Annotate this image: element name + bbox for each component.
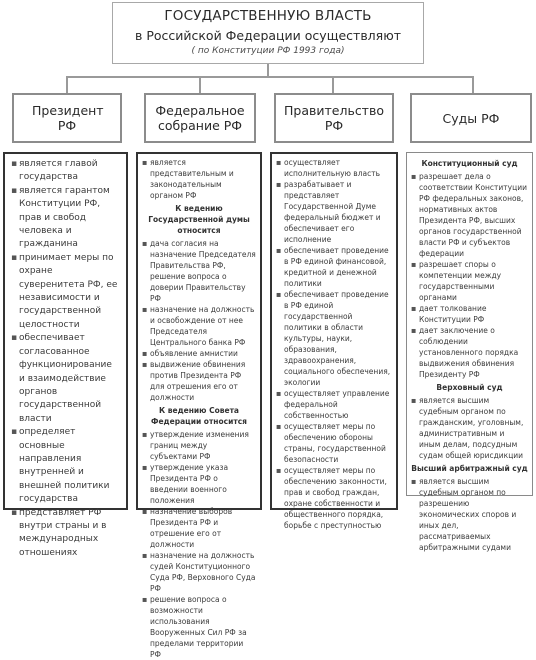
list-item: ▪ утверждение указа Президента РФ о введении военного положения xyxy=(142,462,256,506)
list-item: ▪ дает толкование Конституции РФ xyxy=(411,303,528,325)
list-item: ▪ выдвижение обвинения против Президента РФ для отрешения его от должности xyxy=(142,359,256,403)
title-box xyxy=(112,2,424,64)
branch-government xyxy=(274,93,394,143)
title-line-1: ГОСУДАРСТВЕННУЮ ВЛАСТЬ xyxy=(164,8,372,24)
branch-government-label: Правительство РФ xyxy=(284,103,384,133)
list-item: ▪ определяет основные направления внутренней и внешней политики государства xyxy=(11,426,120,506)
list-item: ▪ осуществляет исполнительную власть xyxy=(276,157,392,179)
connector-horizontal xyxy=(66,76,473,78)
federal-assembly-powers-list xyxy=(136,152,262,659)
title-line-3: ( по Конституции РФ 1993 года) xyxy=(191,46,345,56)
branch-federal-assembly-label: Федеральное собрание РФ xyxy=(155,103,245,133)
connector-main-vertical xyxy=(267,64,269,76)
list-item: ▪ назначение на должность судей Конституционного Суда РФ, Верховного Суда РФ xyxy=(142,550,256,594)
branch-president-label: Президент РФ xyxy=(32,103,104,133)
list-item: ▪ обеспечивает проведение в РФ единой финансовой, кредитной и денежной политики xyxy=(276,245,392,289)
connector-courts xyxy=(472,76,474,93)
list-item: ▪ объявление амнистии xyxy=(142,348,256,359)
connector-assembly xyxy=(199,76,201,93)
list-item: ▪ обеспечивает проведение в РФ единой государственной политики в области культуры, науки, образования, здравоохранения, социального обеспечения, экологии xyxy=(276,289,392,388)
list-item: ▪ дает заключение о соблюдении установленного порядка выдвижения обвинения Президенту РФ xyxy=(411,325,528,380)
federation-council-heading: К ведению Совета Федерации относится xyxy=(151,406,247,426)
supreme-court-heading: Верховный суд xyxy=(436,383,503,392)
list-item: ▪ принимает меры по охране суверенитета РФ, ее независимости и государственной целостности xyxy=(11,252,120,332)
list-item: ▪ осуществляет управление федеральной собственностью xyxy=(276,388,392,421)
list-item: ▪ обеспечивает согласованное функционирование и взаимодействие органов государственной власти xyxy=(11,332,120,426)
list-item: ▪ назначение выборов Президента РФ и отрешение его от должности xyxy=(142,506,256,550)
list-item: ▪ представляет РФ внутри страны и в международных отношениях xyxy=(11,507,120,561)
list-item: ▪ назначение на должность и освобождение от нее Председателя Центрального банка РФ xyxy=(142,304,256,348)
list-item: ▪ решение вопроса о возможности использования Вооруженных Сил РФ за пределами территории РФ xyxy=(142,594,256,660)
branch-federal-assembly xyxy=(144,93,256,143)
title-line-2: в Российской Федерации осуществляют xyxy=(134,28,401,43)
list-item: ▪ осуществляет меры по обеспечению законности, прав и свобод граждан, охране собственности и общественного порядка, борьбе с преступностью xyxy=(276,465,392,531)
branch-courts-label: Суды РФ xyxy=(442,110,500,126)
list-item: ▪ разрешает споры о компетенции между государственными органами xyxy=(411,259,528,303)
connector-government xyxy=(332,76,334,93)
connector-president xyxy=(66,76,68,93)
list-item: ▪ разрешает дела о соответствии Конституции РФ федеральных законов, нормативных актов Президента РФ, высших органов государственной власти РФ и субъектов федерации xyxy=(411,171,528,259)
branch-courts xyxy=(410,93,532,143)
state-duma-heading: К ведению Государственной думы относится xyxy=(148,204,250,235)
list-item: ▪ является высшим судебным органом по разрешению экономических споров и иных дел, рассматриваемых арбитражными судами xyxy=(411,476,528,553)
list-item: ▪ является главой государства xyxy=(11,158,120,185)
list-item: ▪ разрабатывает и представляет Государственной Думе федеральный бюджет и обеспечивает его исполнение xyxy=(276,179,392,245)
list-item: ▪ осуществляет меры по обеспечению обороны страны, государственной безопасности xyxy=(276,421,392,465)
list-item: ▪ является гарантом Конституции РФ, прав и свобод человека и гражданина xyxy=(11,185,120,252)
constitutional-court-heading: Конституционный суд xyxy=(421,159,518,168)
branch-president xyxy=(12,93,122,143)
list-item: ▪ утверждение изменения границ между субъектами РФ xyxy=(142,429,256,462)
list-item: ▪ является представительным и законодательным органом РФ xyxy=(142,157,256,201)
president-powers-list xyxy=(3,152,128,558)
courts-powers-list xyxy=(406,152,533,552)
list-item: ▪ дача согласия на назначение Председателя Правительства РФ, решение вопроса о доверии Правительству РФ xyxy=(142,238,256,304)
arbitration-court-heading: Высший арбитражный суд xyxy=(411,464,528,473)
government-powers-list xyxy=(270,152,398,530)
list-item: ▪ является высшим судебным органом по гражданским, уголовным, административным и иным делам, подсудным судам общей юрисдикции xyxy=(411,395,528,461)
